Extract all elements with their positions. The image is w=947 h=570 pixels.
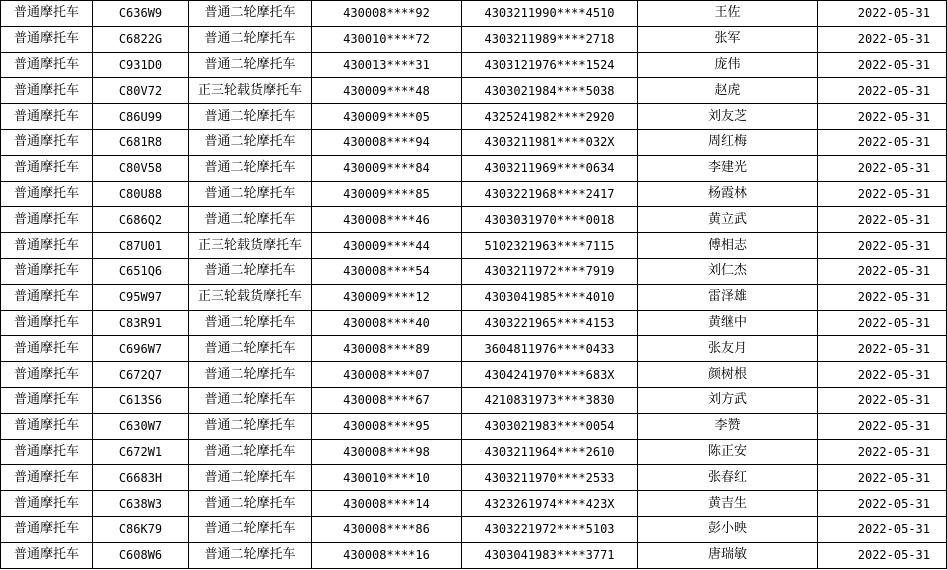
cell-vehicle-type: 普通二轮摩托车: [189, 516, 312, 542]
cell-vehicle-type: 普通二轮摩托车: [189, 310, 312, 336]
cell-category: 普通摩托车: [1, 491, 93, 517]
cell-category: 普通摩托车: [1, 387, 93, 413]
table-row: [1, 52, 947, 78]
cell-owner-name: 彭小映: [638, 516, 818, 542]
cell-owner-name: 颜树根: [638, 362, 818, 388]
cell-id-number: 4325241982****2920: [462, 104, 638, 130]
table-row: [1, 336, 947, 362]
cell-owner-name: 雷泽雄: [638, 284, 818, 310]
cell-date: 2022-05-31: [818, 362, 947, 388]
table-row: [1, 155, 947, 181]
cell-category: 普通摩托车: [1, 516, 93, 542]
cell-category: 普通摩托车: [1, 155, 93, 181]
cell-category: 普通摩托车: [1, 284, 93, 310]
cell-category: 普通摩托车: [1, 129, 93, 155]
cell-date: 2022-05-31: [818, 258, 947, 284]
cell-plate-number: C6683H: [93, 465, 189, 491]
cell-id-number: 4304241970****683X: [462, 362, 638, 388]
table-row: [1, 310, 947, 336]
cell-vehicle-type: 普通二轮摩托车: [189, 207, 312, 233]
cell-code: 430009****48: [312, 78, 462, 104]
cell-vehicle-type: 正三轮载货摩托车: [189, 284, 312, 310]
cell-id-number: 4303221972****5103: [462, 516, 638, 542]
cell-owner-name: 唐瑞敏: [638, 542, 818, 568]
table-row: [1, 362, 947, 388]
cell-id-number: 4303211964****2610: [462, 439, 638, 465]
cell-date: 2022-05-31: [818, 284, 947, 310]
cell-id-number: 4303021984****5038: [462, 78, 638, 104]
cell-owner-name: 周红梅: [638, 129, 818, 155]
cell-date: 2022-05-31: [818, 336, 947, 362]
cell-id-number: 4303121976****1524: [462, 52, 638, 78]
cell-plate-number: C931D0: [93, 52, 189, 78]
cell-owner-name: 李建光: [638, 155, 818, 181]
cell-code: 430008****94: [312, 129, 462, 155]
table-row: [1, 284, 947, 310]
cell-date: 2022-05-31: [818, 310, 947, 336]
cell-id-number: 4303221965****4153: [462, 310, 638, 336]
cell-category: 普通摩托车: [1, 181, 93, 207]
cell-date: 2022-05-31: [818, 52, 947, 78]
table-row: [1, 129, 947, 155]
cell-owner-name: 赵虎: [638, 78, 818, 104]
cell-vehicle-type: 普通二轮摩托车: [189, 104, 312, 130]
cell-owner-name: 张春红: [638, 465, 818, 491]
cell-category: 普通摩托车: [1, 542, 93, 568]
cell-category: 普通摩托车: [1, 413, 93, 439]
cell-plate-number: C80V58: [93, 155, 189, 181]
cell-date: 2022-05-31: [818, 181, 947, 207]
cell-id-number: 4303211990****4510: [462, 1, 638, 27]
cell-date: 2022-05-31: [818, 387, 947, 413]
cell-vehicle-type: 普通二轮摩托车: [189, 387, 312, 413]
cell-date: 2022-05-31: [818, 104, 947, 130]
cell-category: 普通摩托车: [1, 233, 93, 259]
cell-code: 430009****12: [312, 284, 462, 310]
cell-category: 普通摩托车: [1, 258, 93, 284]
cell-vehicle-type: 普通二轮摩托车: [189, 155, 312, 181]
cell-vehicle-type: 普通二轮摩托车: [189, 52, 312, 78]
table-row: [1, 387, 947, 413]
table-row: [1, 207, 947, 233]
cell-owner-name: 黄立武: [638, 207, 818, 233]
cell-code: 430008****67: [312, 387, 462, 413]
cell-owner-name: 刘方武: [638, 387, 818, 413]
cell-vehicle-type: 正三轮载货摩托车: [189, 233, 312, 259]
cell-category: 普通摩托车: [1, 310, 93, 336]
cell-date: 2022-05-31: [818, 491, 947, 517]
cell-plate-number: C86K79: [93, 516, 189, 542]
cell-plate-number: C686Q2: [93, 207, 189, 233]
cell-owner-name: 黄继中: [638, 310, 818, 336]
cell-vehicle-type: 普通二轮摩托车: [189, 258, 312, 284]
table-row: [1, 1, 947, 27]
cell-id-number: 4303021983****0054: [462, 413, 638, 439]
table-body: [1, 1, 947, 569]
cell-category: 普通摩托车: [1, 336, 93, 362]
cell-code: 430010****72: [312, 26, 462, 52]
cell-code: 430008****89: [312, 336, 462, 362]
cell-vehicle-type: 普通二轮摩托车: [189, 181, 312, 207]
cell-id-number: 4303211981****032X: [462, 129, 638, 155]
cell-date: 2022-05-31: [818, 129, 947, 155]
cell-vehicle-type: 普通二轮摩托车: [189, 1, 312, 27]
cell-owner-name: 杨霞林: [638, 181, 818, 207]
cell-id-number: 3604811976****0433: [462, 336, 638, 362]
cell-owner-name: 陈正安: [638, 439, 818, 465]
cell-date: 2022-05-31: [818, 413, 947, 439]
cell-category: 普通摩托车: [1, 439, 93, 465]
cell-vehicle-type: 普通二轮摩托车: [189, 26, 312, 52]
cell-date: 2022-05-31: [818, 155, 947, 181]
cell-id-number: 4303211989****2718: [462, 26, 638, 52]
cell-owner-name: 张军: [638, 26, 818, 52]
cell-plate-number: C80V72: [93, 78, 189, 104]
cell-code: 430008****54: [312, 258, 462, 284]
cell-category: 普通摩托车: [1, 362, 93, 388]
cell-code: 430008****16: [312, 542, 462, 568]
cell-vehicle-type: 正三轮载货摩托车: [189, 78, 312, 104]
cell-plate-number: C630W7: [93, 413, 189, 439]
cell-id-number: 4303041983****3771: [462, 542, 638, 568]
cell-owner-name: 黄吉生: [638, 491, 818, 517]
cell-category: 普通摩托车: [1, 1, 93, 27]
cell-date: 2022-05-31: [818, 207, 947, 233]
cell-date: 2022-05-31: [818, 233, 947, 259]
table-row: [1, 104, 947, 130]
cell-date: 2022-05-31: [818, 516, 947, 542]
table-row: [1, 258, 947, 284]
cell-plate-number: C638W3: [93, 491, 189, 517]
cell-owner-name: 庞伟: [638, 52, 818, 78]
cell-owner-name: 李赞: [638, 413, 818, 439]
cell-id-number: 4303031970****0018: [462, 207, 638, 233]
cell-id-number: 4303211970****2533: [462, 465, 638, 491]
table-row: [1, 516, 947, 542]
cell-code: 430009****85: [312, 181, 462, 207]
cell-owner-name: 张友月: [638, 336, 818, 362]
cell-plate-number: C696W7: [93, 336, 189, 362]
cell-category: 普通摩托车: [1, 207, 93, 233]
cell-plate-number: C608W6: [93, 542, 189, 568]
table-row: [1, 233, 947, 259]
table-row: [1, 78, 947, 104]
cell-plate-number: C613S6: [93, 387, 189, 413]
cell-code: 430008****98: [312, 439, 462, 465]
cell-plate-number: C80U88: [93, 181, 189, 207]
cell-category: 普通摩托车: [1, 78, 93, 104]
cell-owner-name: 王佐: [638, 1, 818, 27]
cell-plate-number: C6822G: [93, 26, 189, 52]
cell-plate-number: C95W97: [93, 284, 189, 310]
cell-plate-number: C651Q6: [93, 258, 189, 284]
cell-id-number: 4303221968****2417: [462, 181, 638, 207]
cell-category: 普通摩托车: [1, 465, 93, 491]
table-row: [1, 181, 947, 207]
cell-plate-number: C87U01: [93, 233, 189, 259]
cell-plate-number: C636W9: [93, 1, 189, 27]
cell-id-number: 4210831973****3830: [462, 387, 638, 413]
table-row: [1, 413, 947, 439]
cell-code: 430010****10: [312, 465, 462, 491]
cell-id-number: 4323261974****423X: [462, 491, 638, 517]
cell-date: 2022-05-31: [818, 439, 947, 465]
cell-vehicle-type: 普通二轮摩托车: [189, 362, 312, 388]
cell-plate-number: C83R91: [93, 310, 189, 336]
cell-plate-number: C672W1: [93, 439, 189, 465]
cell-vehicle-type: 普通二轮摩托车: [189, 336, 312, 362]
cell-owner-name: 刘仁杰: [638, 258, 818, 284]
cell-plate-number: C672Q7: [93, 362, 189, 388]
cell-vehicle-type: 普通二轮摩托车: [189, 465, 312, 491]
cell-code: 430008****40: [312, 310, 462, 336]
cell-code: 430009****05: [312, 104, 462, 130]
cell-date: 2022-05-31: [818, 26, 947, 52]
cell-category: 普通摩托车: [1, 26, 93, 52]
cell-vehicle-type: 普通二轮摩托车: [189, 129, 312, 155]
cell-vehicle-type: 普通二轮摩托车: [189, 542, 312, 568]
cell-plate-number: C681R8: [93, 129, 189, 155]
cell-code: 430008****92: [312, 1, 462, 27]
cell-id-number: 4303211972****7919: [462, 258, 638, 284]
cell-code: 430008****07: [312, 362, 462, 388]
cell-owner-name: 刘友芝: [638, 104, 818, 130]
cell-vehicle-type: 普通二轮摩托车: [189, 413, 312, 439]
cell-code: 430008****95: [312, 413, 462, 439]
cell-code: 430008****86: [312, 516, 462, 542]
cell-code: 430008****14: [312, 491, 462, 517]
cell-id-number: 4303041985****4010: [462, 284, 638, 310]
cell-code: 430013****31: [312, 52, 462, 78]
cell-date: 2022-05-31: [818, 542, 947, 568]
cell-code: 430009****44: [312, 233, 462, 259]
table-row: [1, 26, 947, 52]
table-row: [1, 465, 947, 491]
cell-date: 2022-05-31: [818, 1, 947, 27]
cell-id-number: 5102321963****7115: [462, 233, 638, 259]
cell-plate-number: C86U99: [93, 104, 189, 130]
cell-vehicle-type: 普通二轮摩托车: [189, 491, 312, 517]
table-row: [1, 439, 947, 465]
table-row: [1, 542, 947, 568]
cell-category: 普通摩托车: [1, 104, 93, 130]
cell-category: 普通摩托车: [1, 52, 93, 78]
cell-code: 430008****46: [312, 207, 462, 233]
cell-id-number: 4303211969****0634: [462, 155, 638, 181]
cell-date: 2022-05-31: [818, 465, 947, 491]
cell-code: 430009****84: [312, 155, 462, 181]
table-row: [1, 491, 947, 517]
cell-owner-name: 傅相志: [638, 233, 818, 259]
cell-date: 2022-05-31: [818, 78, 947, 104]
cell-vehicle-type: 普通二轮摩托车: [189, 439, 312, 465]
